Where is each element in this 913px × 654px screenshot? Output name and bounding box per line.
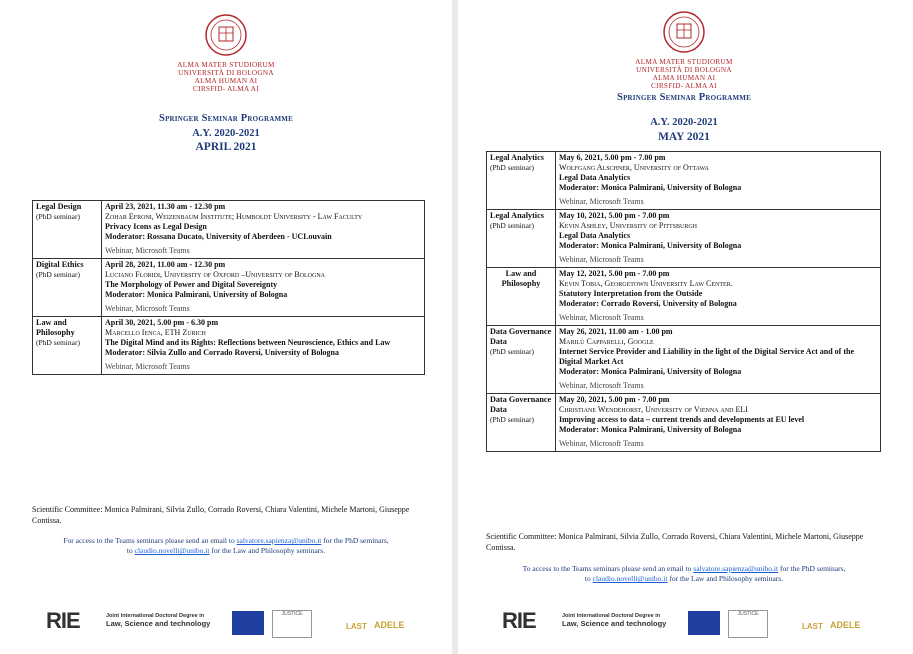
- email-link-philosophy[interactable]: claudio.novelli@unibo.it: [592, 574, 668, 583]
- details-cell: [556, 394, 881, 452]
- justice-logo: [272, 610, 312, 638]
- adele-logo: ADELE: [374, 620, 405, 630]
- speaker: Zohar Efroni, Weizenbaum Institute; Humboldt University - Law Faculty: [105, 212, 363, 221]
- eu-flag-icon: [232, 611, 264, 635]
- seminar-topic: Statutory Interpretation from the Outside: [559, 289, 703, 298]
- topic-cell: [487, 210, 556, 268]
- topic-cell: [33, 201, 102, 259]
- justice-text: JUSTICE: [737, 611, 759, 617]
- joint-line2: Law, Science and technology: [106, 619, 211, 628]
- logo-strip: [46, 608, 426, 638]
- topic-cell: [33, 259, 102, 317]
- access-text-mid: for the PhD seminars,: [321, 536, 389, 545]
- seminar-row: [487, 326, 881, 394]
- moderator: Moderator: Rossana Ducato, University of Aberdeen - UCLouvain: [105, 232, 332, 241]
- seminar-table: [486, 151, 881, 452]
- seminar-type: (PhD seminar): [36, 212, 80, 221]
- seminar-date: April 28, 2021, 11.00 am - 12.30 pm: [105, 260, 226, 269]
- access-text-to: to: [126, 546, 135, 555]
- topic-cell: [33, 317, 102, 375]
- university-seal-icon: [662, 10, 706, 54]
- access-note: [478, 564, 890, 584]
- scientific-committee: Scientific Committee: Monica Palmirani, Silvia Zullo, Corrado Roversi, Chiara Valentini, Michele Martoni, Giuseppe Contissa.: [486, 532, 864, 552]
- seminar-table: [32, 200, 425, 375]
- topic-label: Legal Analytics: [490, 211, 544, 220]
- seminar-topic: Internet Service Provider and Liability in the light of the Digital Service Act and of the Digital Market Act: [559, 347, 855, 366]
- speaker: Wolfgang Alschner, University of Ottawa: [559, 163, 709, 172]
- moderator: Moderator: Monica Palmirani, University of Bologna: [559, 367, 742, 376]
- seminar-type: (PhD seminar): [36, 338, 80, 347]
- seminar-topic: The Morphology of Power and Digital Sovereignty: [105, 280, 278, 289]
- details-cell: [556, 152, 881, 210]
- moderator: Moderator: Monica Palmirani, University of Bologna: [559, 183, 742, 192]
- joint-line2: Law, Science and technology: [562, 619, 667, 628]
- institution-line4: CIRSFID- ALMA AI: [651, 82, 717, 90]
- institution-line4: CIRSFID- ALMA AI: [193, 85, 259, 93]
- lasta-logo: LAST: [346, 622, 367, 631]
- seminar-topic: The Digital Mind and its Rights: Reflections between Neuroscience, Ethics and Law: [105, 338, 391, 347]
- page-april: [0, 0, 452, 654]
- topic-label: Legal Design: [36, 202, 82, 211]
- moderator: Moderator: Corrado Roversi, University of Bologna: [559, 299, 737, 308]
- eu-flag-icon: [688, 611, 720, 635]
- topic-label: Data Governance Data: [490, 395, 552, 414]
- details-cell: [102, 259, 425, 317]
- institution-header: [126, 61, 326, 93]
- university-seal-icon: [204, 13, 248, 57]
- seminar-date: May 26, 2021, 11.00 am - 1.00 pm: [559, 327, 673, 336]
- seminar-type: (PhD seminar): [490, 415, 534, 424]
- topic-cell: [487, 326, 556, 394]
- seminar-row: [33, 259, 425, 317]
- seminar-date: April 23, 2021, 11.30 am - 12.30 pm: [105, 202, 226, 211]
- topic-cell: [487, 152, 556, 210]
- joint-degree-logo: [562, 613, 666, 643]
- joint-line1: Joint International Doctoral Degree in: [562, 613, 661, 619]
- rise-text: RIE: [502, 608, 536, 633]
- venue: Webinar, Microsoft Teams: [105, 304, 190, 313]
- venue: Webinar, Microsoft Teams: [559, 313, 644, 322]
- scientific-committee: Scientific Committee: Monica Palmirani, Silvia Zullo, Corrado Roversi, Chiara Valentini, Michele Martoni, Giuseppe Contissa.: [32, 505, 410, 525]
- topic-label: Law and Philosophy: [501, 269, 541, 288]
- academic-year: A.Y. 2020-2021: [192, 128, 260, 139]
- access-note: [20, 536, 432, 556]
- justice-logo: [728, 610, 768, 638]
- access-text-post: for the Law and Philosophy seminars.: [667, 574, 784, 583]
- logo-strip: [502, 608, 882, 638]
- email-link-phd[interactable]: salvatore.sapienza@unibo.it: [693, 564, 779, 573]
- seminar-row: [33, 317, 425, 375]
- justice-text: JUSTICE: [281, 611, 303, 617]
- lasta-logo: LAST: [802, 622, 823, 631]
- academic-year: A.Y. 2020-2021: [650, 117, 718, 128]
- topic-cell: [487, 394, 556, 452]
- topic-cell: [487, 268, 556, 326]
- seminar-date: May 12, 2021, 5.00 pm - 7.00 pm: [559, 269, 670, 278]
- rise-text: RIE: [46, 608, 80, 633]
- seminar-topic: Privacy Icons as Legal Design: [105, 222, 207, 231]
- seminar-type: (PhD seminar): [490, 163, 534, 172]
- details-cell: [556, 268, 881, 326]
- rise-logo: [502, 608, 536, 638]
- seminar-date: May 20, 2021, 5.00 pm - 7.00 pm: [559, 395, 670, 404]
- institution-line1: ALMA MATER STUDIORUM: [177, 61, 275, 69]
- seminar-row: [487, 394, 881, 452]
- seminar-type: (PhD seminar): [490, 221, 534, 230]
- institution-line3: ALMA HUMAN AI: [194, 77, 258, 85]
- topic-label: Law and Philosophy: [36, 318, 75, 337]
- details-cell: [102, 317, 425, 375]
- institution-line3: ALMA HUMAN AI: [652, 74, 716, 82]
- programme-title: Springer Seminar Programme: [617, 92, 751, 103]
- access-text-post: for the Law and Philosophy seminars.: [209, 546, 326, 555]
- moderator: Moderator: Monica Palmirani, University of Bologna: [559, 425, 742, 434]
- page-may: [458, 0, 913, 654]
- access-text: For access to the Teams seminars please send an email to: [63, 536, 237, 545]
- topic-label: Digital Ethics: [36, 260, 84, 269]
- seminar-row: [33, 201, 425, 259]
- access-text-mid: for the PhD seminars,: [778, 564, 846, 573]
- institution-header: [584, 58, 784, 90]
- seminar-topic: Legal Data Analytics: [559, 173, 631, 182]
- seminar-row: [487, 152, 881, 210]
- seminar-type: (PhD seminar): [490, 347, 534, 356]
- programme-title: Springer Seminar Programme: [159, 113, 293, 124]
- seminar-date: May 10, 2021, 5.00 pm - 7.00 pm: [559, 211, 670, 220]
- venue: Webinar, Microsoft Teams: [559, 255, 644, 264]
- speaker: Kevin Ashley, University of Pittsburgh: [559, 221, 698, 230]
- seminar-topic: Legal Data Analytics: [559, 231, 631, 240]
- seminar-date: April 30, 2021, 5.00 pm - 6.30 pm: [105, 318, 219, 327]
- moderator: Moderator: Monica Palmirani, University of Bologna: [105, 290, 288, 299]
- topic-label: Legal Analytics: [490, 153, 544, 162]
- moderator: Moderator: Silvia Zullo and Corrado Roversi, University of Bologna: [105, 348, 339, 357]
- institution-line2: UNIVERSITÀ DI BOLOGNA: [178, 69, 274, 77]
- adele-logo: ADELE: [830, 620, 861, 630]
- month-title: MAY 2021: [658, 131, 710, 143]
- institution-line2: UNIVERSITÀ DI BOLOGNA: [636, 66, 732, 74]
- seminar-topic: Improving access to data – current trends and developments at EU level: [559, 415, 805, 424]
- speaker: Luciano Floridi, University of Oxford –University of Bologna: [105, 270, 326, 279]
- month-title: APRIL 2021: [195, 141, 257, 153]
- joint-line1: Joint International Doctoral Degree in: [106, 613, 205, 619]
- details-cell: [556, 210, 881, 268]
- seminar-type: (PhD seminar): [36, 270, 80, 279]
- topic-label: Data Governance Data: [490, 327, 552, 346]
- details-cell: [556, 326, 881, 394]
- venue: Webinar, Microsoft Teams: [559, 439, 644, 448]
- seminar-row: [487, 268, 881, 326]
- seminar-row: [487, 210, 881, 268]
- venue: Webinar, Microsoft Teams: [559, 197, 644, 206]
- venue: Webinar, Microsoft Teams: [559, 381, 644, 390]
- speaker: Kevin Tobia, Georgetown University Law Center.: [559, 279, 733, 288]
- speaker: Marcello Ienca, ETH Zurich: [105, 328, 206, 337]
- venue: Webinar, Microsoft Teams: [105, 362, 190, 371]
- moderator: Moderator: Monica Palmirani, University of Bologna: [559, 241, 742, 250]
- institution-line1: ALMA MATER STUDIORUM: [635, 58, 733, 66]
- email-link-phd[interactable]: salvatore.sapienza@unibo.it: [236, 536, 322, 545]
- joint-degree-logo: [106, 613, 210, 643]
- speaker: Marilù Capparelli, Google: [559, 337, 654, 346]
- speaker: Christiane Wendehorst, University of Vienna and ELI: [559, 405, 748, 414]
- email-link-philosophy[interactable]: claudio.novelli@unibo.it: [134, 546, 210, 555]
- access-text: To access to the Teams seminars please send an email to: [522, 564, 694, 573]
- details-cell: [102, 201, 425, 259]
- access-text-to: to: [584, 574, 593, 583]
- seminar-date: May 6, 2021, 5.00 pm - 7.00 pm: [559, 153, 666, 162]
- venue: Webinar, Microsoft Teams: [105, 246, 190, 255]
- rise-logo: [46, 608, 80, 638]
